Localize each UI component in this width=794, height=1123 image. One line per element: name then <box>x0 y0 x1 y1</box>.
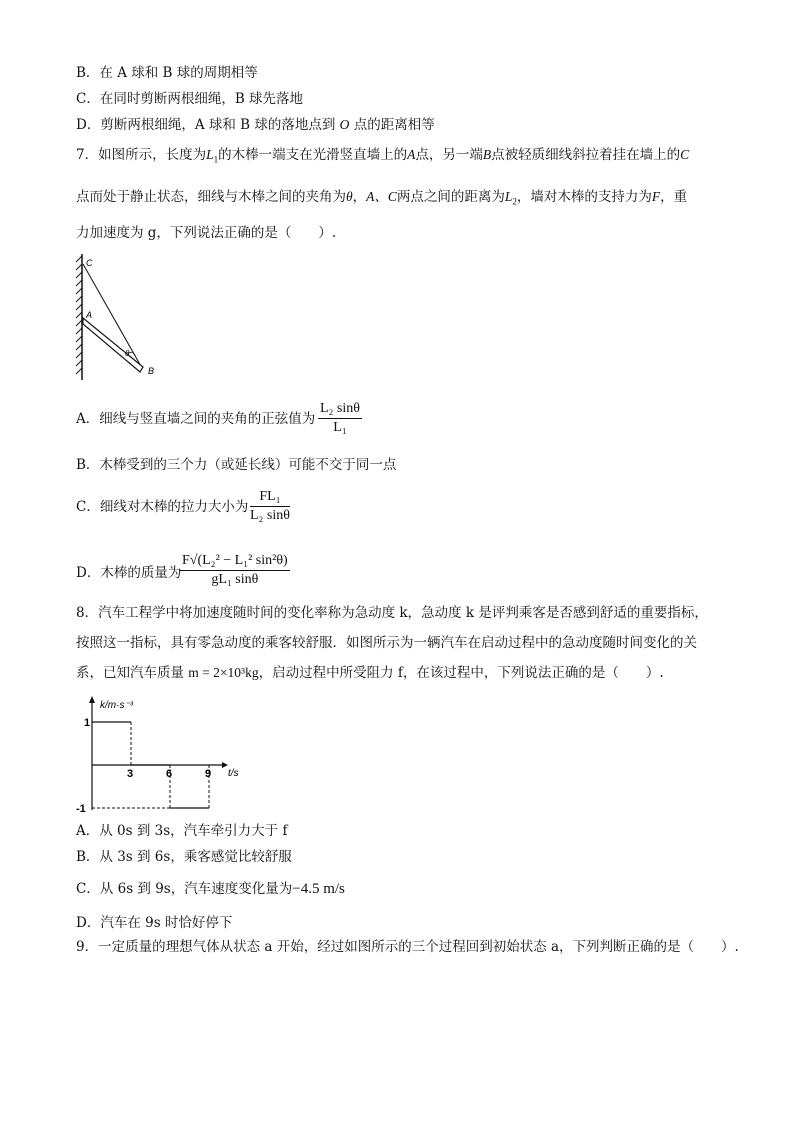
q7-stem-line-3: 力加速度为 g，下列说法正确的是（ ）. <box>76 225 337 241</box>
x-tick-label: 6 <box>166 768 173 780</box>
y-axis-arrow <box>89 696 95 703</box>
chart-ticks <box>76 717 211 815</box>
q7-option-c: C．细线对木棒的拉力大小为 <box>76 499 249 515</box>
x-tick-label: 3 <box>127 768 134 780</box>
q6-option-d: D．剪断两根细绳，A 球和 B 球的落地点到 O 点的距离相等 <box>76 117 435 133</box>
q8-stem-line-3: 系，已知汽车质量 m = 2×10³kg，启动过程中所受阻力 f，在该过程中，下列说法正确的是（ ）. <box>76 665 664 681</box>
q8-stem-line-1: 8．汽车工程学中将加速度随时间的变化率称为急动度 k，急动度 k 是评判乘客是否感到舒适的重要指标， <box>76 605 708 621</box>
label-theta: θ <box>125 349 130 358</box>
chart-x-label: t/s <box>228 768 239 779</box>
q8-option-b: B．从 3s 到 6s，乘客感觉比较舒服 <box>76 849 292 865</box>
y-tick-label: 1 <box>84 717 91 729</box>
q9-stem-line-1: 9．一定质量的理想气体从状态 a 开始，经过如图所示的三个过程回到初始状态 a，下列判断正确的是（ ）. <box>76 939 739 955</box>
q7-stem-line-1: 7．如图所示，长度为$L_1$的木棒一端支在光滑竖直墙上的A点，另一端B点被轻质细线斜拉着挂在墙上的C <box>76 147 690 165</box>
q7-option-a: A．细线与竖直墙之间的夹角的正弦值为 <box>76 411 316 427</box>
jerk-chart <box>76 692 266 816</box>
q7-option-c-fraction: $\frac{\text{FL₁}}{\text{L₂ sinθ}}$ <box>250 489 290 523</box>
q8-option-d: D．汽车在 9s 时恰好停下 <box>76 915 233 931</box>
q7-figure <box>72 252 172 384</box>
chart-axes <box>89 696 228 810</box>
q8-stem-line-2: 按照这一指标，具有零急动度的乘客较舒服．如图所示为一辆汽车在启动过程中的急动度随时间变化的关 <box>76 635 697 651</box>
label-a: A <box>86 310 93 320</box>
x-tick-label: 9 <box>205 768 212 780</box>
q6-option-b: B．在 A 球和 B 球的周期相等 <box>76 65 258 81</box>
label-b: B <box>148 366 155 376</box>
q7-option-a-fraction: $\frac{\text{L₂ sinθ}}{\text{L₁}}$ <box>320 401 360 435</box>
wall-hatching <box>76 256 82 374</box>
label-c: C <box>86 258 93 268</box>
q7-option-b: B．木棒受到的三个力（或延长线）可能不交于同一点 <box>76 457 397 473</box>
q7-option-d-fraction: $\frac{\text{F√(L₂² − L₁² sin²θ)}}{\text{gL₁ sinθ}}$ <box>182 553 288 587</box>
q8-option-a: A．从 0s 到 3s，汽车牵引力大于 f <box>76 823 288 839</box>
q8-option-c: C．从 6s 到 9s，汽车速度变化量为−4.5 m/s <box>76 881 345 897</box>
q7-stem-line-2: 点而处于静止状态，细线与木棒之间的夹角为θ，A、C两点之间的距离为$L_2$，墙对木棒的支持力为F，重 <box>76 189 688 207</box>
y-tick-label: -1 <box>76 803 86 815</box>
q7-option-d: D．木棒的质量为 <box>76 565 182 581</box>
chart-y-label: k/m·s⁻³ <box>100 700 134 711</box>
wooden-rod <box>83 318 143 372</box>
q6-option-c: C．在同时剪断两根细绳，B 球先落地 <box>76 91 304 107</box>
